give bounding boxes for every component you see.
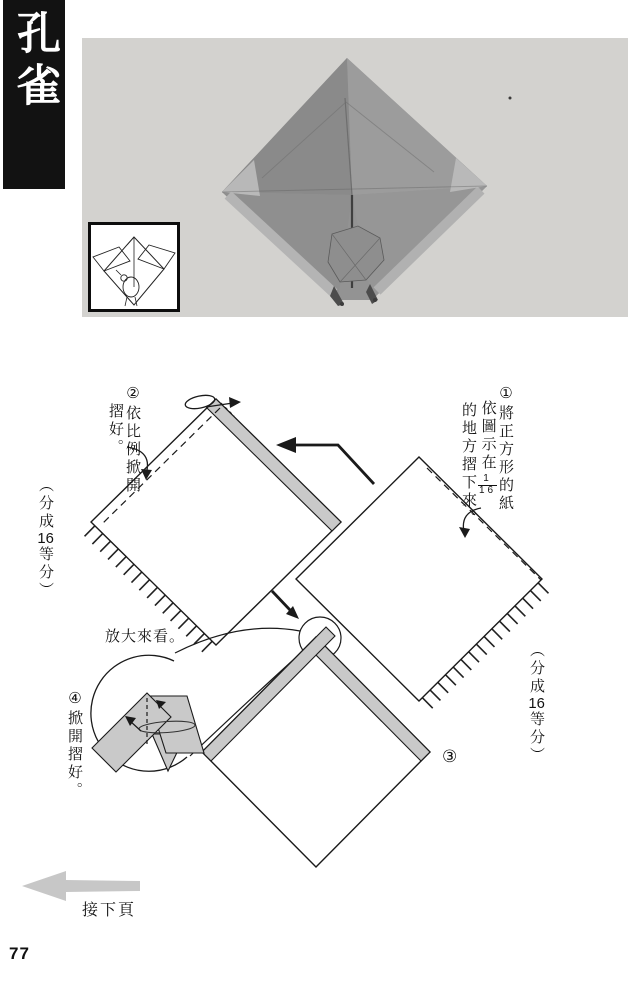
zoom-note: 放大來看。	[105, 628, 186, 645]
step1-text-line3: 的地方摺下來。	[460, 402, 477, 528]
step2-to-step3-arrow-icon	[272, 591, 299, 619]
step1-text-line1: ①將正方形的紙	[497, 384, 514, 513]
step2-text-line1: ②依比例掀開	[124, 384, 141, 495]
magnified-fold-detail	[91, 655, 204, 772]
step2-text-line2: 摺好。	[107, 403, 124, 457]
model-title: 孔雀	[10, 10, 59, 114]
step1-text-line2: 依圖示在 $\frac{1}{16}$	[479, 400, 497, 496]
step4-text: ④掀開摺好。	[66, 689, 83, 800]
fraction-1-16: $\frac{1}{16}$	[479, 473, 497, 496]
next-page-label: 接下頁	[82, 902, 137, 919]
step3-number: ③	[442, 747, 458, 766]
magnifier-leader-line	[175, 628, 300, 653]
page-number: 77	[9, 944, 30, 963]
division-note-right: （分成16等分）	[528, 642, 545, 765]
division-note-left: （分成16等分）	[37, 477, 54, 600]
